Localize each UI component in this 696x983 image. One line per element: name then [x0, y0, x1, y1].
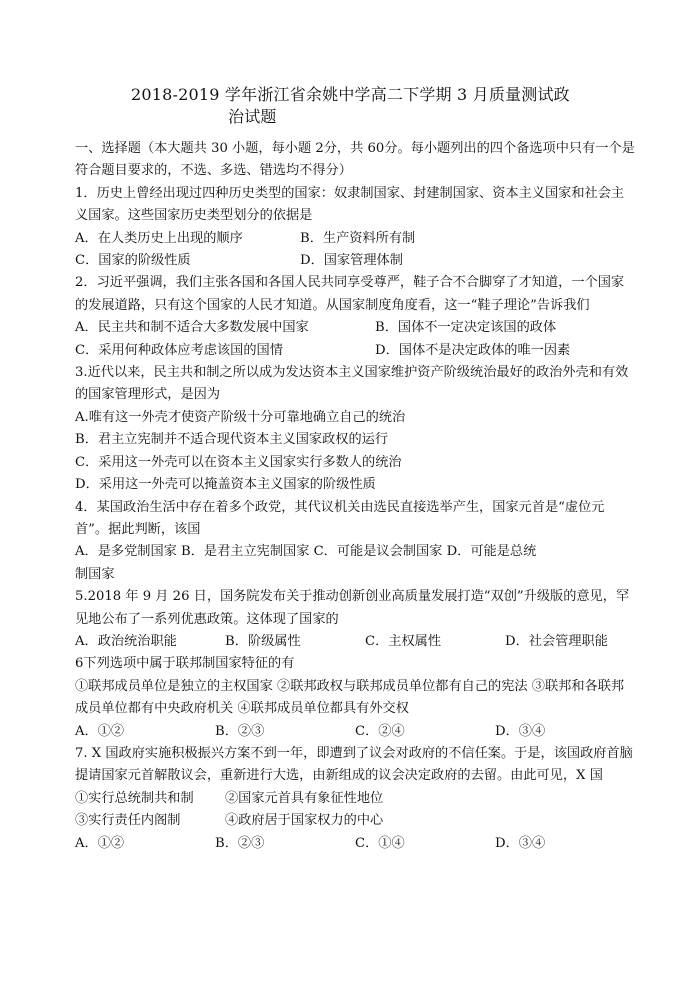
- question-5-options: [75, 631, 635, 653]
- question-5-option-d: D．社会管理职能: [505, 633, 608, 649]
- question-7-options: [75, 833, 635, 855]
- question-7-item-2: ②国家元首具有象征性地位: [225, 790, 384, 806]
- question-1-option-c: C．国家的阶级性质: [75, 253, 191, 269]
- question-7-items-row-2: [75, 810, 635, 832]
- question-2-option-b: B．国体不一定决定该国的政体: [375, 320, 557, 336]
- question-6-option-b: B．②③: [215, 723, 265, 739]
- question-6-option-c: C．②④: [355, 723, 405, 739]
- question-1-options-row-2: [75, 250, 635, 272]
- question-1-option-d: D．国家管理体制: [300, 253, 403, 269]
- question-4-stem: 4．某国政治生活中存在着多个政党，其代议机关由选民直接选举产生，国家元首是“虚位元首”。据此判断，该国: [75, 499, 605, 537]
- question-7-stem: 7. X 国政府实施积极振兴方案不到一年，即遭到了议会对政府的不信任案。于是，该国政府首脑提请国家元首解散议会，重新进行大选，由新组成的议会决定政府的去留。由此可见，X 国: [75, 745, 633, 784]
- question-body: [75, 138, 635, 855]
- question-6-option-d: D．③④: [495, 723, 546, 739]
- question-2-options-row-2: [75, 340, 635, 362]
- question-5-option-b: B．阶级属性: [225, 633, 301, 649]
- title-line-2: 治试题: [228, 107, 277, 126]
- question-7-option-b: B．②③: [215, 835, 265, 851]
- question-5-stem: 5.2018 年 9 月 26 日，国务院发布关于推动创新创业高质量发展打造“双创”升级版的意见，罕见地公布了一系列优惠政策。这体现了国家的: [75, 589, 630, 627]
- question-2-stem: 2．习近平强调，我们主张各国和各国人民共同享受尊严，鞋子合不合脚穿了才知道，一个国家的发展道路，只有这个国家的人民才知道。从国家制度角度看，这一“鞋子理论”告诉我们: [75, 275, 625, 313]
- section-header: 一、选择题（本大题共 30 小题，每小题 2分，共 60分。每小题列出的四个备选项中只有一个是符合题目要求的，不选、多选、错选均不得分）: [75, 141, 635, 179]
- question-1-option-a: A．在人类历史上出现的顺序: [75, 230, 243, 246]
- question-7-item-3: ③实行责任内阁制: [75, 813, 181, 829]
- question-1-option-b: B．生产资料所有制: [300, 230, 416, 246]
- question-7-option-d: D．③④: [495, 835, 546, 851]
- question-2-options-row-1: [75, 317, 635, 339]
- title-line-1: 2018-2019 学年浙江省余姚中学高二下学期 3 月质量测试政: [131, 85, 570, 104]
- question-2-option-c: C．采用何种政体应考虑该国的国情: [75, 342, 283, 358]
- question-2-option-d: D．国体不是决定政体的唯一因素: [375, 342, 571, 358]
- question-1-stem: 1．历史上曾经出现过四种历史类型的国家：奴隶制国家、封建制国家、资本主义国家和社会主义国家。这些国家历史类型划分的依据是: [75, 185, 625, 224]
- question-5-option-c: C．主权属性: [365, 633, 442, 649]
- question-7-items-row-1: [75, 788, 635, 810]
- question-3-stem: 3.近代以来，民主共和制之所以成为发达资本主义国家维护资产阶级统治最好的政治外壳和有效的国家管理形式，是因为: [75, 365, 629, 403]
- question-3-option-d: D．采用这一外壳可以掩盖资本主义国家的阶级性质: [75, 477, 376, 493]
- document-title: [131, 84, 631, 128]
- question-3-option-a: A.唯有这一外壳才使资产阶级十分可靠地确立自己的统治: [75, 409, 406, 425]
- question-4-options-wrap: 制国家: [75, 566, 115, 582]
- question-7-item-1: ①实行总统制共和制: [75, 790, 194, 806]
- question-6-option-a: A．①②: [75, 723, 125, 739]
- question-3-option-b: B．君主立宪制并不适合现代资本主义国家政权的运行: [75, 432, 389, 448]
- question-7-option-a: A．①②: [75, 835, 125, 851]
- question-6-stem: 6下列选项中属于联邦制国家特征的有: [75, 656, 295, 672]
- question-3-option-c: C．采用这一外壳可以在资本主义国家实行多数人的统治: [75, 454, 402, 470]
- question-4-options: A．是多党制国家 B．是君主立宪制国家 C．可能是议会制国家 D．可能是总统: [75, 544, 537, 560]
- question-5-option-a: A．政治统治职能: [75, 633, 177, 649]
- question-2-option-a: A．民主共和制不适合大多数发展中国家: [75, 320, 309, 336]
- question-7-item-4: ④政府居于国家权力的中心: [225, 813, 384, 829]
- question-6-items: ①联邦成员单位是独立的主权国家 ②联邦政权与联邦成员单位都有自己的宪法 ③联邦和各联邦成员单位都有中央政府机关 ④联邦成员单位都具有外交权: [75, 678, 625, 717]
- question-6-options: [75, 721, 635, 743]
- question-1-options-row-1: [75, 228, 635, 250]
- question-7-option-c: C．①④: [355, 835, 405, 851]
